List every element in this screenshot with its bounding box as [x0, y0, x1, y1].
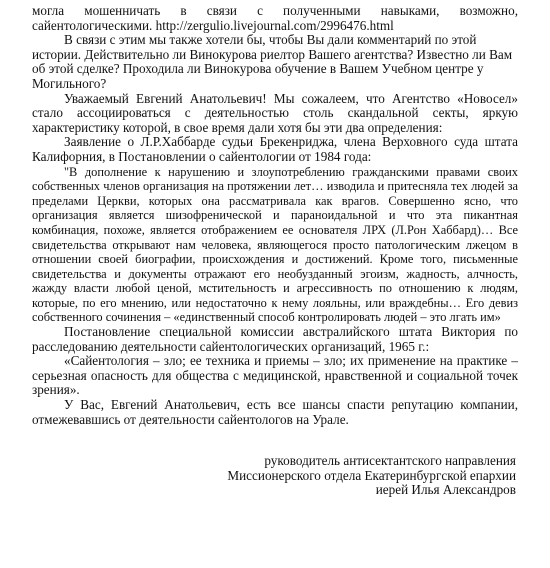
signature-department: Миссионерского отдела Екатеринбургской епархии — [227, 467, 516, 483]
paragraph-address: Уважаемый Евгений Анатольевич! Мы сожалеем, что Агентство «Новосел» стало ассоциироваться с деятельностью столь скандальной секты, яркую характеристику которой, в свое время дали хотя бы эти два определения: — [32, 90, 518, 135]
paragraph-continuation: могла мошенничать в связи с полученными навыками, возможно, сайентологическими. http://zergulio.livejournal.com/2996476.html — [32, 3, 518, 33]
signature-name: иерей Илья Александров — [375, 482, 516, 498]
paragraph-statement-intro: Заявление о Л.Р.Хаббарде судьи Брекенриджа, члена Верховного суда штата Калифорния, в Постановлении о сайентологии от 1984 года: — [32, 134, 518, 164]
paragraph-closing: У Вас, Евгений Анатольевич, есть все шансы спасти репутацию компании, отмежевавшись от деятельности сайентологов на Урале. — [32, 397, 518, 427]
commission-quote: «Сайентология – зло; ее техника и приемы – зло; их применение на практике – серьезная опасность для общества с медицинской, нравственной и социальной точек зрения». — [32, 353, 518, 398]
judge-quote: "В дополнение к нарушению и злоупотреблению гражданскими правами своих собственных членов организация на протяжении лет… изводила и притесняла тех людей за пределами Церкви, которых она рассматривала как врагов. Совершенно ясно, что организация является шизофренической и параноидальной и что эта пикантная комбинация, похоже, является отображением ее основателя ЛРХ (Л.Рон Хаббард)… Все свидетельства открывают нам человека, являющегося просто патологическим лжецом в отношении своей биографии, происхождения и достижений. Кроме того, письменные свидетельства и документы отражают его необузданный эгоизм, жадность, алчность, жажду власти любой ценой, мстительность и агрессивность по отношению к людям, которые, по его мнению, или недостаточно к нему лояльны, или враждебны… Его девиз собственного сочинения – «единственный способ контролировать людей – это лгать им» — [32, 164, 518, 325]
signature-position: руководитель антисектантского направления — [264, 453, 516, 469]
letter-document — [32, 4, 518, 498]
paragraph-request-comment: В связи с этим мы также хотели бы, чтобы Вы дали комментарий по этой истории. Действительно ли Винокурова риелтор Вашего агентства? Известно ли Вам об этой сделке? Проходила ли Винокурова обучение в Вашем Учебном центре у Могильного? — [32, 32, 513, 91]
paragraph-commission-intro: Постановление специальной комиссии австралийского штата Виктория по расследованию деятельности сайентологических организаций, 1965 г.: — [32, 324, 518, 354]
signature-block — [32, 454, 518, 498]
